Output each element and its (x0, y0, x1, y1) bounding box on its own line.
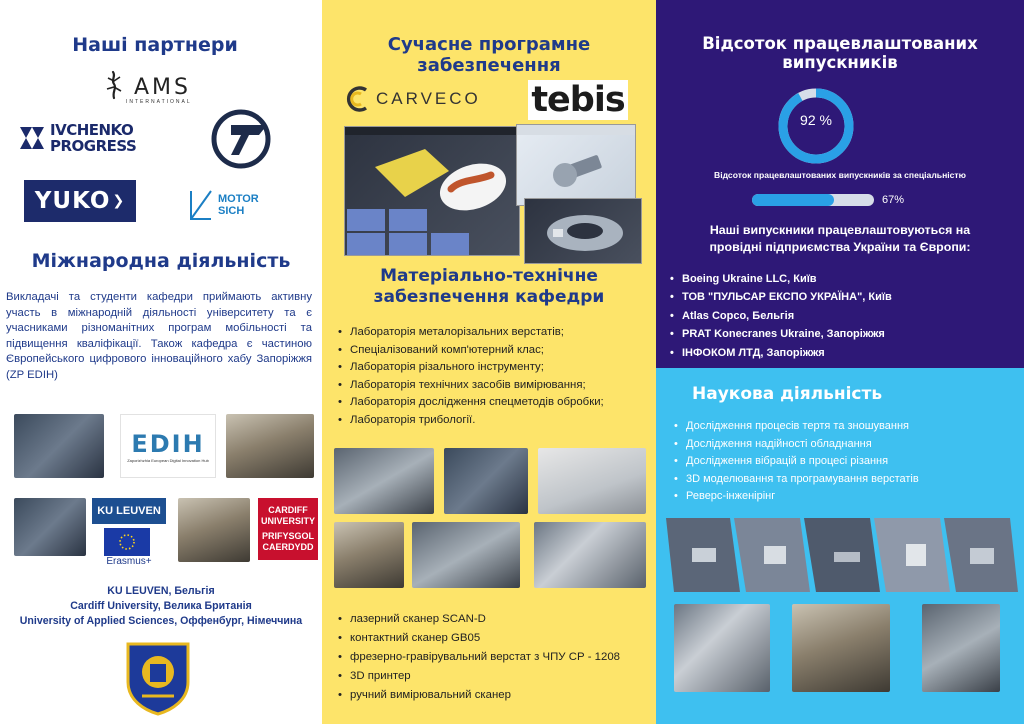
partners-column (0, 0, 322, 724)
science-item: • Реверс-інженірінг (674, 488, 1014, 506)
employment-title (656, 34, 1024, 72)
science-list (674, 418, 1014, 506)
software-column (322, 0, 656, 724)
partner-universities (0, 584, 322, 629)
graduates-title (656, 222, 1024, 256)
company-item: • ІНФОКОМ ЛТД, Запоріжжя (670, 344, 1010, 362)
company-item: • PRAT Konecranes Ukraine, Запоріжжя (670, 325, 1010, 343)
company-item: • ТОВ "ПУЛЬСАР ЕКСПО УКРАЇНА", Київ (670, 288, 1010, 306)
cardiff-line2: UNIVERSITY (260, 516, 315, 526)
tebis-logo: tebis (528, 80, 628, 120)
partner-university-item: University of Applied Sciences, Оффенбург, Німеччина (19, 615, 303, 627)
lab-item: • Лабораторія різального інструменту; (338, 359, 650, 377)
specialty-value: 67% (882, 194, 905, 206)
edih-logo (120, 414, 216, 478)
international-text: Викладачі та студенти кафедри приймають активну участь в міжнародній діяльності університету та є учасниками різноманітних програм мобільності та підвищення кваліфікації. Також кафедра є частиною Європейського цифрового інноваційного хабу Запоріжжя (ZP EDIH) (6, 291, 312, 381)
yuko-logo (24, 180, 136, 222)
photo-lab-workers (226, 414, 314, 478)
science-item: • Дослідження процесів тертя та зношування (674, 418, 1014, 436)
partner-university-item: Cardiff University, Велика Британія (70, 600, 252, 612)
photo-milling-machine (674, 604, 770, 692)
equipment-item: • контактний сканер GB05 (338, 629, 650, 648)
science-render-strip (666, 518, 1018, 592)
zmkb-emblem-icon (209, 109, 275, 169)
cad-screenshot (516, 124, 636, 206)
cardiff-line1: CARDIFF (268, 505, 308, 515)
employment-column (656, 0, 1024, 724)
ring-model-icon (525, 199, 642, 264)
equipment-item: • фрезерно-гравірувальний верстат з ЧПУ СР - 1208 (338, 648, 650, 667)
motorsich-line2: SICH (218, 205, 245, 217)
photo-students (334, 522, 404, 588)
cardiff-logo (258, 498, 318, 560)
ivchenko-logo (18, 118, 148, 158)
cardiff-line3: PRIFYSGOL (261, 531, 314, 541)
company-item: • Boeing Ukraine LLC, Київ (670, 270, 1010, 288)
ivchenko-line2: PROGRESS (50, 137, 137, 155)
photo-edih-summit (14, 498, 86, 556)
ams-logo-text: AMS (134, 74, 191, 100)
equipment-item: • лазерний сканер SCAN-D (338, 610, 650, 629)
employment-title-line2: випускників (782, 53, 898, 72)
photo-conference (14, 414, 104, 478)
lab-item: • Спеціалізований комп'ютерний клас; (338, 342, 650, 360)
equipment-list (338, 610, 650, 705)
lab-item: • Лабораторія трибології. (338, 412, 650, 430)
specialty-label: Відсоток працевлаштованих випускників за спеціальністю (714, 170, 966, 180)
material-title-line2: забезпечення кафедри (373, 287, 605, 307)
specialty-progress-fill (752, 194, 834, 206)
university-crest-icon (122, 640, 194, 716)
software-title (322, 34, 656, 76)
eu-stars-icon (112, 531, 142, 553)
donut-value: 92 % (800, 112, 832, 128)
lab-item: • Лабораторія технічних засобів вимірювання; (338, 377, 650, 395)
erasmus-label: Erasmus+ (106, 556, 152, 567)
partners-title: Наші партнери (72, 34, 238, 56)
edih-logo-sub: Zaporizhzhia European Digital Innovation Hub (127, 457, 209, 463)
ams-logo (100, 68, 205, 106)
photo-researchers (792, 604, 890, 692)
photo-lab-monitors (444, 448, 528, 514)
partner-university-item: KU LEUVEN, Бельгія (107, 585, 215, 597)
science-item: • Дослідження надійності обладнання (674, 436, 1014, 454)
ivchenko-emblem-icon (18, 123, 46, 153)
photo-lecture-hall (178, 498, 250, 562)
software-title-line2: забезпечення (417, 55, 561, 76)
graduates-title-line1: Наші випускники працевлаштовуються на (709, 223, 971, 237)
carveco-screenshot (344, 126, 520, 256)
motorsich-logo (188, 182, 280, 228)
edih-logo-text: EDIH (131, 429, 205, 458)
employment-title-line1: Відсоток працевлаштованих (702, 34, 978, 53)
ams-logo-sub: INTERNATIONAL (126, 99, 192, 105)
shaft-model-icon (517, 125, 636, 206)
yuko-logo-text: YUKO (34, 188, 111, 214)
photo-computer-class (412, 522, 520, 588)
material-title (322, 266, 656, 308)
tebis-screenshot (524, 198, 642, 264)
graduates-title-line2: провідні підприємства України та Європи: (709, 240, 971, 254)
labs-list (338, 324, 650, 430)
ivchenko-line1: IVCHENKO (50, 121, 134, 139)
science-title: Наукова діяльність (692, 384, 883, 404)
zmkb-logo (206, 108, 278, 170)
photo-lab-scanner (538, 448, 646, 514)
equipment-item: • 3D принтер (338, 667, 650, 686)
photo-red-machine (922, 604, 1000, 692)
material-title-line1: Матеріально-технічне (380, 266, 598, 286)
cardiff-line4: CAERDYDD (262, 542, 314, 552)
international-title: Міжнародна діяльність (31, 250, 291, 272)
photo-engraver (534, 522, 646, 588)
company-item: • Atlas Copco, Бельгія (670, 307, 1010, 325)
carveco-logo (342, 84, 492, 114)
lab-item: • Лабораторія дослідження спецметодів обробки; (338, 394, 650, 412)
lizard-icon (102, 70, 124, 100)
yuko-arrow-icon: ❯ (112, 193, 126, 209)
companies-list (670, 270, 1010, 362)
science-item: • 3D моделювання та програмування верстатів (674, 471, 1014, 489)
specialty-progress-bar (752, 194, 874, 206)
kuleuven-logo: KU LEUVEN (92, 498, 166, 524)
eu-flag-icon (104, 528, 150, 556)
motorsich-emblem-icon (188, 188, 214, 222)
software-title-line1: Сучасне програмне (387, 34, 591, 55)
equipment-item: • ручний вимірювальний сканер (338, 686, 650, 705)
science-item: • Дослідження вібрацій в процесі різання (674, 453, 1014, 471)
carveco-c-icon (342, 85, 372, 113)
motorsich-line1: MOTOR (218, 193, 259, 205)
science-section (656, 368, 1024, 724)
relief-model-icon (345, 127, 520, 256)
lab-item: • Лабораторія металорізальних верстатів; (338, 324, 650, 342)
carveco-logo-text: CARVECO (376, 89, 481, 108)
photo-lab-computer (334, 448, 434, 514)
